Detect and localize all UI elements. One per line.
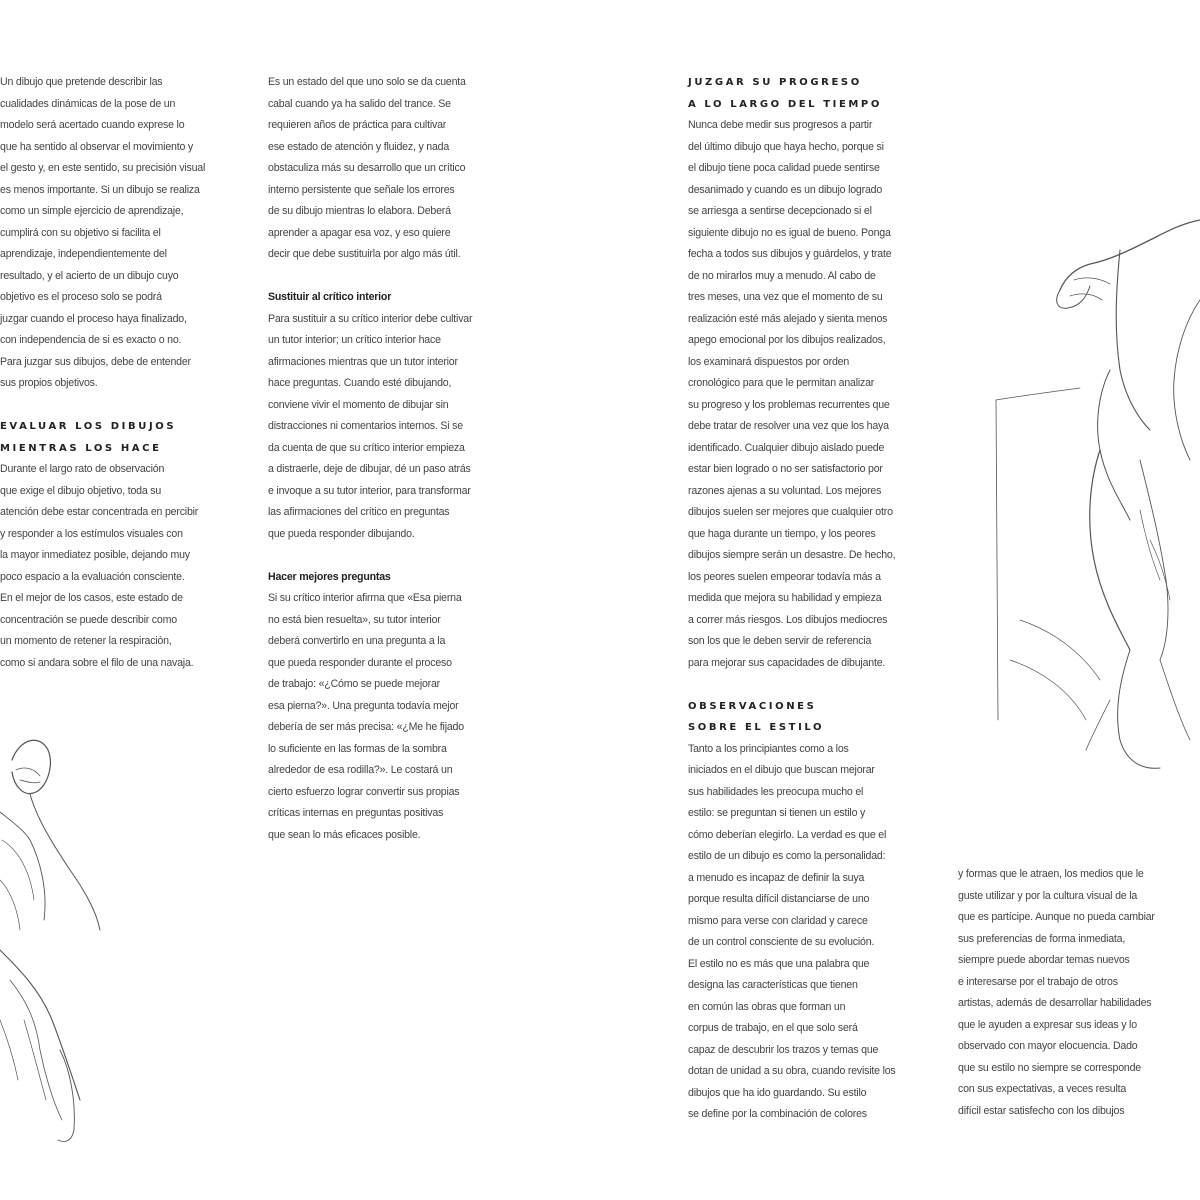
text-line: identificado. Cualquier dibujo aislado puede	[688, 441, 885, 454]
paragraph-intro	[0, 72, 250, 395]
text-line: estar bien logrado o no ser satisfactorio por	[688, 463, 883, 475]
text-line: tres meses, una vez que el momento de su	[688, 291, 883, 303]
section-heading-juzgar	[688, 72, 948, 115]
text-line: alrededor de esa rodilla?». Le costará un	[268, 764, 453, 776]
text-line: sus propios objetivos.	[0, 377, 98, 389]
text-line: Es un estado del que uno solo se da cuenta	[268, 76, 466, 88]
text-line: corpus de trabajo, en el que solo será	[688, 1022, 858, 1034]
text-line: del último dibujo que haya hecho, porque si	[688, 140, 884, 153]
text-line: como un simple ejercicio de aprendizaje,	[0, 205, 184, 217]
text-line: que pueda responder dibujando.	[268, 527, 415, 540]
text-line: mismo para verse con claridad y carece	[688, 914, 868, 927]
text-line: cualidades dinámicas de la pose de un	[0, 97, 176, 110]
text-line: obstaculiza más su desarrollo que un crítico	[268, 162, 466, 174]
text-line: dotan de unidad a su obra, cuando revisite los	[688, 1065, 896, 1077]
heading-line: OBSERVACIONES	[688, 700, 817, 712]
text-line: e interesarse por el trabajo de otros	[958, 975, 1118, 988]
text-line: el dibujo tiene poca calidad puede sentirse	[688, 162, 880, 174]
text-line: esa pierna?». Una pregunta todavía mejor	[268, 699, 459, 712]
text-line: que le ayuden a expresar sus ideas y lo	[958, 1018, 1137, 1031]
text-line: que pueda responder durante el proceso	[268, 656, 452, 669]
text-line: que sean lo más eficaces posible.	[268, 828, 421, 841]
text-line: distracciones ni comentarios internos. Si se	[268, 420, 463, 432]
text-line: desanimado y cuando es un dibujo logrado	[688, 183, 883, 196]
text-line: cumplirá con su objetivo si facilita el	[0, 226, 161, 239]
text-line: y responder a los estímulos visuales con	[0, 527, 183, 540]
text-line: y formas que le atraen, los medios que le	[958, 868, 1144, 880]
text-line: sus preferencias de forma inmediata,	[958, 932, 1126, 945]
text-line: en común las obras que forman un	[688, 1000, 846, 1013]
text-line: En el mejor de los casos, este estado de	[0, 592, 183, 604]
text-line: observado con mayor elocuencia. Dado	[958, 1040, 1138, 1052]
text-line: que es partícipe. Aunque no pueda cambiar	[958, 911, 1155, 923]
text-line: que su estilo no siempre se corresponde	[958, 1061, 1141, 1074]
text-line: el gesto y, en este sentido, su precisión visual	[0, 162, 206, 174]
paragraph-sustituir	[268, 309, 528, 546]
section-heading-evaluar	[0, 416, 250, 459]
figure-sketch-right-icon	[990, 180, 1200, 820]
text-line: resultado, y el acierto de un dibujo cuyo	[0, 269, 179, 282]
text-line: a menudo es incapaz de definir la suya	[688, 871, 865, 884]
heading-line: JUZGAR SU PROGRESO	[688, 77, 862, 88]
subheading-sustituir: Sustituir al crítico interior	[268, 291, 392, 303]
text-line: objetivo es el proceso solo se podrá	[0, 291, 162, 303]
text-line: debe tratar de resolver una vez que los haya	[688, 420, 889, 432]
text-line: modelo será acertado cuando exprese lo	[0, 119, 185, 131]
text-line: Durante el largo rato de observación	[0, 463, 165, 475]
text-line: críticas internas en preguntas positivas	[268, 807, 444, 819]
section-heading-estilo	[688, 696, 948, 739]
text-line: que haga durante un tiempo, y los peores	[688, 527, 876, 540]
heading-line: EVALUAR LOS DIBUJOS	[0, 421, 177, 432]
text-line: cabal cuando ya ha salido del trance. Se	[268, 97, 451, 110]
text-line: para mejorar sus capacidades de dibujante.	[688, 656, 886, 669]
heading-line: A LO LARGO DEL TIEMPO	[688, 98, 882, 110]
text-line: iniciados en el dibujo que buscan mejorar	[688, 764, 875, 776]
text-line: siguiente dibujo no es igual de bueno. Ponga	[688, 226, 891, 239]
text-line: dibujos que ha ido guardando. Su estilo	[688, 1086, 867, 1099]
text-line: designa las características que tienen	[688, 979, 858, 991]
text-line: sus habilidades les preocupa mucho el	[688, 785, 864, 798]
text-line: afirmaciones mientras que un tutor interior	[268, 355, 458, 368]
text-line: con sus expectativas, a veces resulta	[958, 1083, 1127, 1095]
text-line: no está bien resuelta», su tutor interior	[268, 613, 441, 626]
paragraph-juzgar	[688, 115, 948, 674]
paragraph-estilo	[688, 739, 948, 1126]
paragraph-evaluar	[0, 459, 250, 674]
text-line: porque resulta difícil distanciarse de uno	[688, 893, 870, 905]
text-line: concentración se puede describir como	[0, 613, 177, 626]
text-line: interno persistente que señale los errores	[268, 183, 455, 196]
text-line: difícil estar satisfecho con los dibujos	[958, 1104, 1125, 1117]
paragraph-estado	[268, 72, 528, 266]
text-line: con independencia de si es exacto o no.	[0, 334, 182, 346]
text-line: medida que mejora su habilidad y empieza	[688, 592, 882, 604]
text-line: cronológico para que le permitan analizar	[688, 377, 875, 389]
text-line: es menos importante. Si un dibujo se realiza	[0, 183, 200, 196]
paragraph-preguntas	[268, 588, 528, 846]
heading-line: MIENTRAS LOS HACE	[0, 442, 162, 454]
text-line: un momento de retener la respiración,	[0, 635, 172, 647]
text-line: juzgar cuando el proceso haya finalizado,	[0, 312, 187, 325]
text-line: artistas, además de desarrollar habilidades	[958, 997, 1152, 1009]
text-line: ese estado de atención y fluidez, y nada	[268, 140, 450, 153]
text-line: la mayor inmediatez posible, dejando muy	[0, 549, 190, 561]
column-2	[268, 72, 528, 846]
text-line: lo suficiente en las formas de la sombra	[268, 742, 447, 755]
paragraph-estilo-cont	[958, 864, 1200, 1122]
subheading-preguntas: Hacer mejores preguntas	[268, 570, 391, 583]
text-line: da cuenta de que su crítico interior empieza	[268, 441, 465, 454]
text-line: Un dibujo que pretende describir las	[0, 76, 163, 88]
text-line: capaz de descubrir los trazos y temas que	[688, 1043, 879, 1056]
text-line: realización esté más alejado y sienta menos	[688, 312, 888, 325]
text-line: los peores suelen empeorar todavía más a	[688, 570, 881, 583]
text-line: los examinará dispuestos por orden	[688, 355, 850, 368]
text-line: Si su crítico interior afirma que «Esa pierna	[268, 592, 462, 604]
text-line: dibujos siempre serán un desastre. De hecho,	[688, 549, 896, 561]
text-line: Para sustituir a su crítico interior debe cultivar	[268, 312, 473, 325]
text-line: que ha sentido al observar el movimiento y	[0, 140, 193, 153]
text-line: un tutor interior; un crítico interior hace	[268, 334, 441, 346]
text-line: siempre puede abordar temas nuevos	[958, 954, 1130, 966]
text-line: atención debe estar concentrada en percibir	[0, 506, 199, 518]
text-line: de su dibujo mientras lo elabora. Deberá	[268, 205, 451, 217]
text-line: cierto esfuerzo lograr convertir sus propias	[268, 785, 460, 798]
text-line: decir que debe sustituirla por algo más útil.	[268, 248, 461, 260]
text-line: de no mirarlos muy a menudo. Al cabo de	[688, 269, 876, 282]
column-3	[688, 72, 948, 1126]
heading-line: SOBRE EL ESTILO	[688, 722, 825, 733]
text-line: de trabajo: «¿Cómo se puede mejorar	[268, 678, 441, 690]
text-line: guste utilizar y por la cultura visual de la	[958, 889, 1138, 902]
text-line: Nunca debe medir sus progresos a partir	[688, 119, 873, 131]
text-line: hace preguntas. Cuando esté dibujando,	[268, 377, 452, 389]
text-line: a distraerle, deje de dibujar, dé un paso atrás	[268, 463, 471, 475]
text-line: son los que le deben servir de referencia	[688, 635, 872, 647]
text-line: que exige el dibujo objetivo, toda su	[0, 484, 162, 497]
text-line: apego emocional por los dibujos realizados,	[688, 334, 886, 346]
text-line: de un control consciente de su evolución.	[688, 936, 875, 948]
text-line: aprender a apagar esa voz, y eso quiere	[268, 226, 451, 239]
text-line: Para juzgar sus dibujos, debe de entender	[0, 355, 191, 368]
text-line: fecha a todos sus dibujos y guárdelos, y trate	[688, 248, 892, 260]
text-line: su progreso y los problemas recurrentes que	[688, 398, 890, 411]
column-4	[958, 864, 1200, 1122]
text-line: deberá convertirlo en una pregunta a la	[268, 635, 446, 647]
text-line: debería de ser más precisa: «¿Me he fijado	[268, 721, 464, 733]
text-line: estilo: se preguntan si tienen un estilo y	[688, 807, 866, 819]
text-line: a correr más riesgos. Los dibujos mediocres	[688, 613, 888, 626]
text-line: conviene vivir el momento de dibujar sin	[268, 398, 449, 411]
text-line: las afirmaciones del crítico en preguntas	[268, 506, 450, 518]
text-line: como si andara sobre el filo de una navaja.	[0, 656, 194, 669]
text-line: estilo de un dibujo es como la personalidad:	[688, 850, 886, 862]
text-line: Tanto a los principiantes como a los	[688, 742, 849, 755]
text-line: aprendizaje, independientemente del	[0, 248, 167, 260]
text-line: e invoque a su tutor interior, para transformar	[268, 484, 471, 497]
text-line: poco espacio a la evaluación consciente.	[0, 570, 185, 583]
text-line: se define por la combinación de colores	[688, 1108, 867, 1120]
column-1	[0, 72, 250, 674]
text-line: dibujos suelen ser mejores que cualquier otro	[688, 506, 893, 518]
text-line: cómo deberían elegirlo. La verdad es que el	[688, 828, 887, 841]
text-line: se arriesga a sentirse decepcionado si el	[688, 205, 872, 217]
text-line: El estilo no es más que una palabra que	[688, 957, 870, 970]
text-line: razones ajenas a su voluntad. Los mejores	[688, 484, 882, 497]
text-line: requieren años de práctica para cultivar	[268, 119, 447, 131]
figure-sketch-left-icon	[0, 720, 130, 1160]
